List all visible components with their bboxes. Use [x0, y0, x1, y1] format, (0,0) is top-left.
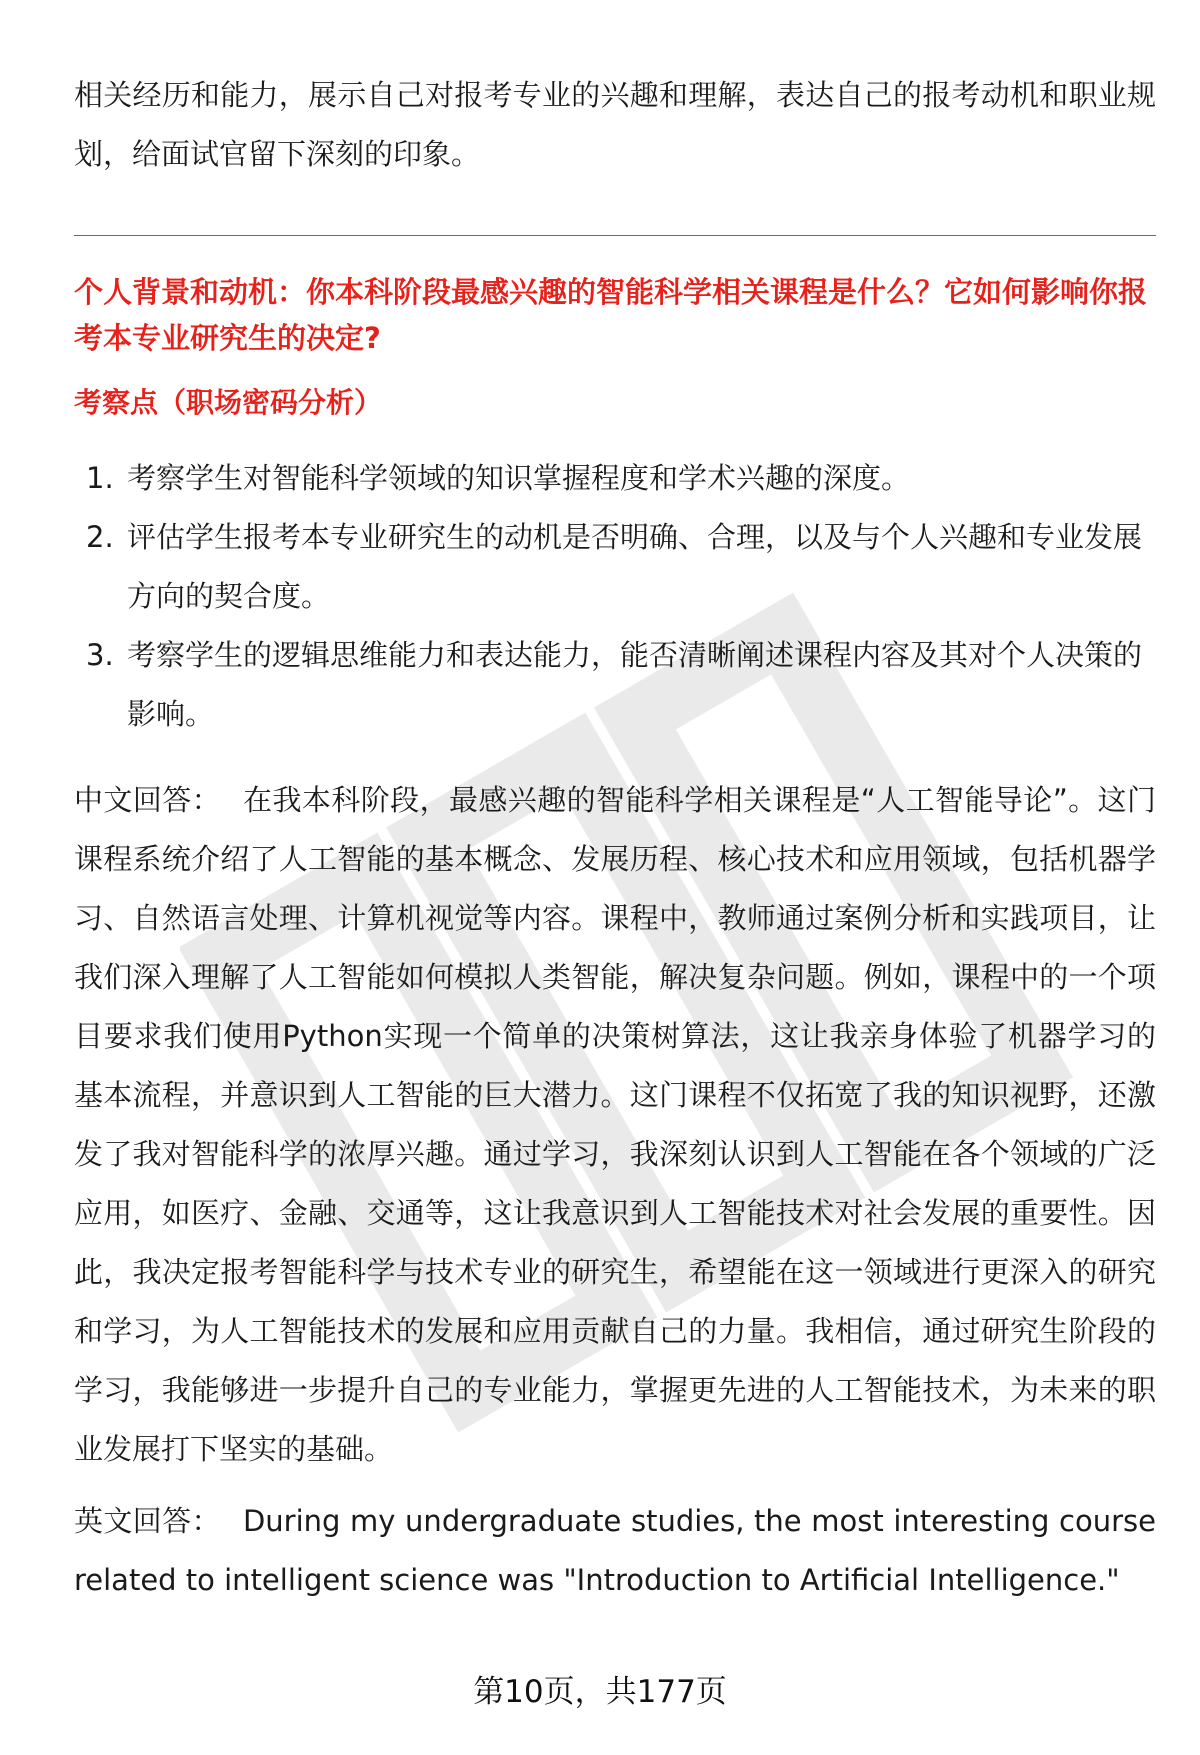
- list-item: [74, 508, 1156, 626]
- english-answer-label: 英文回答：: [74, 1504, 221, 1538]
- chinese-answer-text: 在我本科阶段，最感兴趣的智能科学相关课程是“人工智能导论”。这门课程系统介绍了人工智能的基本概念、发展历程、核心技术和应用领域，包括机器学习、自然语言处理、计算机视觉等内容。课程中，教师通过案例分析和实践项目，让我们深入理解了人工智能如何模拟人类智能，解决复杂问题。例如，课程中的一个项目要求我们使用Python实现一个简单的决策树算法，这让我亲身体验了机器学习的基本流程，并意识到人工智能的巨大潜力。这门课程不仅拓宽了我的知识视野，还激发了我对智能科学的浓厚兴趣。通过学习，我深刻认识到人工智能在各个领域的广泛应用，如医疗、金融、交通等，这让我意识到人工智能技术对社会发展的重要性。因此，我决定报考智能科学与技术专业的研究生，希望能在这一领域进行更深入的研究和学习，为人工智能技术的发展和应用贡献自己的力量。我相信，通过研究生阶段的学习，我能够进一步提升自己的专业能力，掌握更先进的人工智能技术，为未来的职业发展打下坚实的基础。: [74, 783, 1156, 1466]
- list-item-text: 考察学生的逻辑思维能力和表达能力，能否清晰阐述课程内容及其对个人决策的影响。: [127, 638, 1143, 731]
- list-item-number: 2.: [86, 520, 114, 554]
- list-item-number: 1.: [86, 461, 114, 495]
- assessment-heading: 考察点（职场密码分析）: [74, 386, 383, 419]
- list-item: [74, 626, 1156, 744]
- chinese-answer-label: 中文回答：: [74, 783, 222, 817]
- section-divider: [74, 235, 1156, 236]
- assessment-list: [74, 449, 1156, 744]
- list-item-text: 考察学生对智能科学领域的知识掌握程度和学术兴趣的深度。: [127, 461, 911, 495]
- intro-paragraph: 相关经历和能力，展示自己对报考专业的兴趣和理解，表达自己的报考动机和职业规划，给面试官留下深刻的印象。: [74, 78, 1156, 171]
- page-content: [74, 66, 1156, 1623]
- english-answer-text: During my undergraduate studies, the most interesting course related to intelligent science was "Introduction to Artificial Intelligence.": [74, 1504, 1156, 1597]
- list-item: [74, 449, 1156, 508]
- english-answer: [74, 1492, 1156, 1610]
- list-item-text: 评估学生报考本专业研究生的动机是否明确、合理，以及与个人兴趣和专业发展方向的契合度。: [127, 520, 1143, 613]
- list-item-number: 3.: [86, 638, 114, 672]
- chinese-answer: [74, 771, 1156, 1479]
- page-number: 第10页，共177页: [473, 1674, 727, 1710]
- question-heading: 个人背景和动机：你本科阶段最感兴趣的智能科学相关课程是什么？它如何影响你报考本专业研究生的决定?: [74, 275, 1148, 355]
